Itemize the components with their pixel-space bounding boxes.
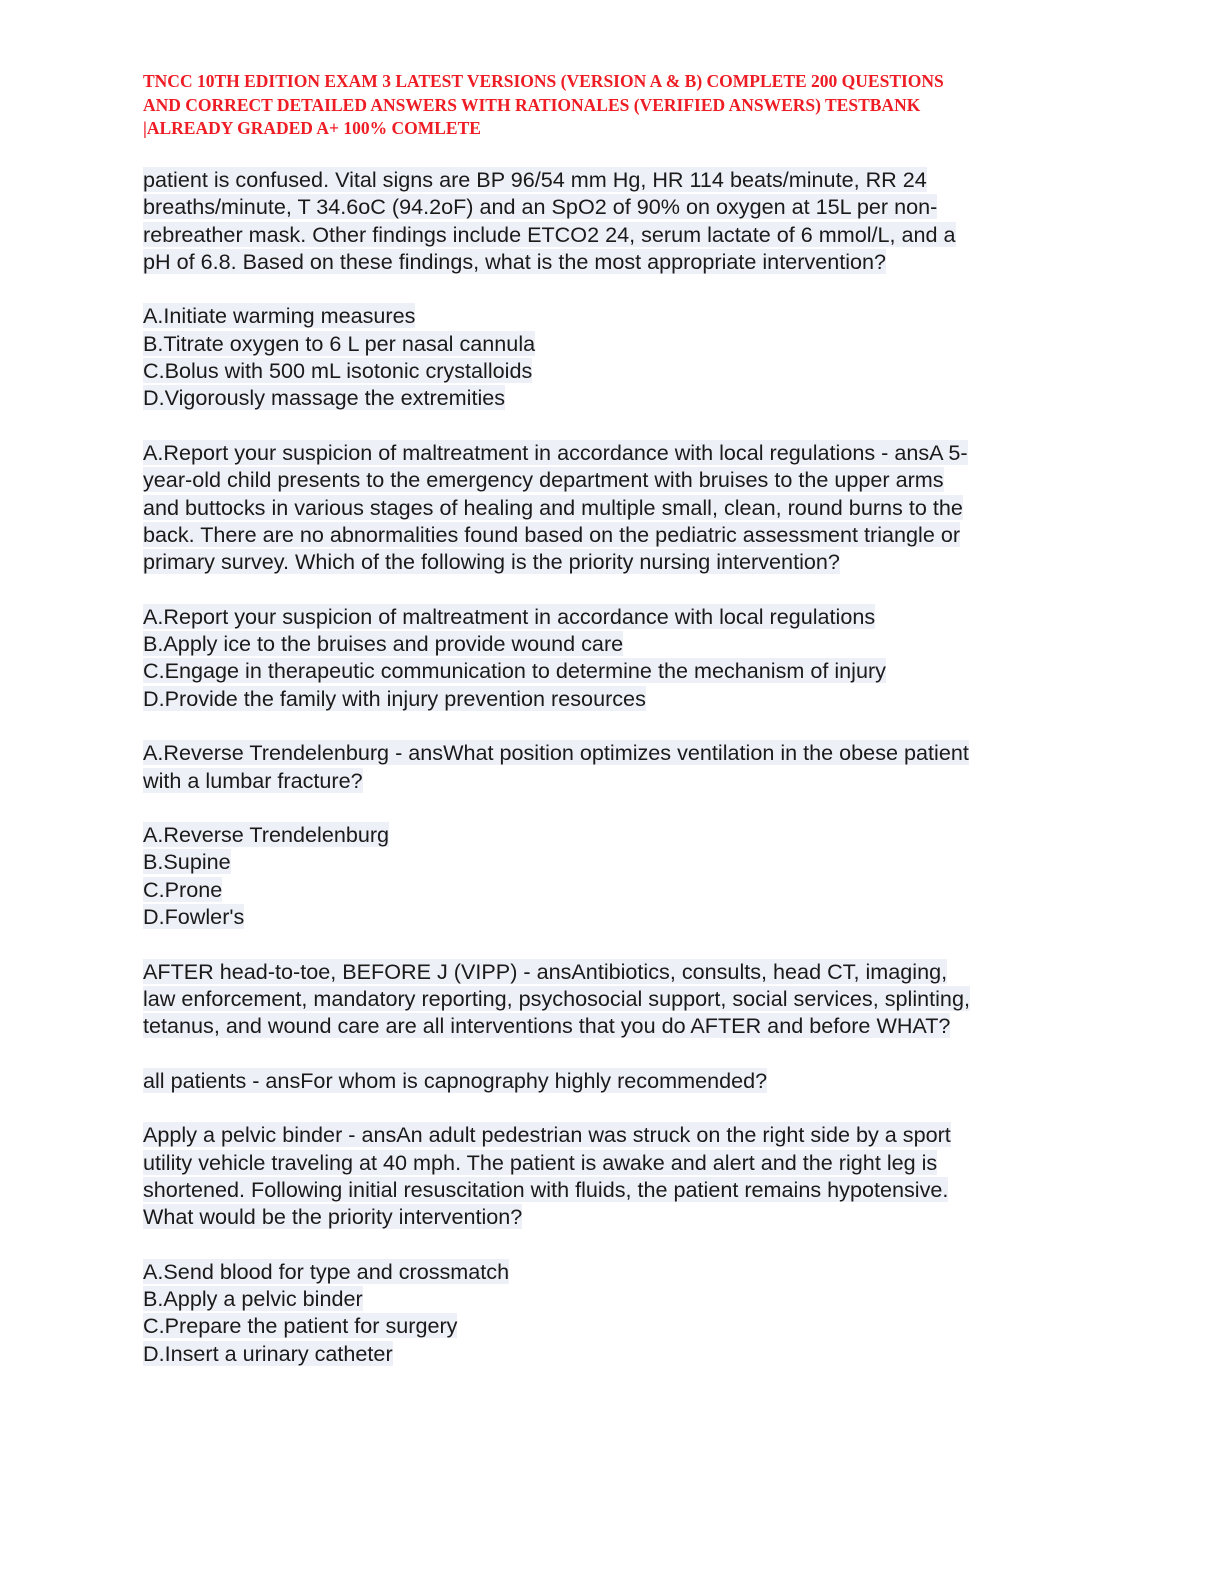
text-line: pH of 6.8. Based on these findings, what is the most appropriate intervention? xyxy=(143,248,887,274)
text-line: What would be the priority intervention? xyxy=(143,1204,523,1230)
text-line: Apply a pelvic binder - ansAn adult pedestrian was struck on the right side by a sport xyxy=(143,1122,951,1148)
document-title xyxy=(143,70,1083,141)
answer-options xyxy=(143,302,1103,411)
text-line: tetanus, and wound care are all interventions that you do AFTER and before WHAT? xyxy=(143,1013,951,1039)
option-a: A.Reverse Trendelenburg xyxy=(143,822,390,848)
question-paragraph xyxy=(143,739,1103,794)
option-d: D.Fowler's xyxy=(143,904,245,930)
option-d: D.Provide the family with injury prevention resources xyxy=(143,685,646,711)
option-d: D.Insert a urinary catheter xyxy=(143,1340,393,1366)
text-line: year-old child presents to the emergency department with bruises to the upper arms xyxy=(143,467,944,493)
option-c: C.Engage in therapeutic communication to determine the mechanism of injury xyxy=(143,658,886,684)
title-line: |ALREADY GRADED A+ 100% COMLETE xyxy=(143,118,481,138)
text-line: law enforcement, mandatory reporting, psychosocial support, social services, splinting, xyxy=(143,985,970,1011)
answer-options xyxy=(143,603,1103,712)
text-line: all patients - ansFor whom is capnography highly recommended? xyxy=(143,1067,768,1093)
text-line: back. There are no abnormalities found based on the pediatric assessment triangle or xyxy=(143,521,961,547)
text-line: A.Report your suspicion of maltreatment in accordance with local regulations - ansA 5- xyxy=(143,439,968,465)
option-d: D.Vigorously massage the extremities xyxy=(143,385,506,411)
option-a: A.Initiate warming measures xyxy=(143,303,416,329)
option-a: A.Send blood for type and crossmatch xyxy=(143,1258,510,1284)
option-c: C.Bolus with 500 mL isotonic crystalloids xyxy=(143,358,533,384)
option-c: C.Prone xyxy=(143,876,223,902)
text-line: AFTER head-to-toe, BEFORE J (VIPP) - ansAntibiotics, consults, head CT, imaging, xyxy=(143,958,948,984)
text-line: rebreather mask. Other findings include ETCO2 24, serum lactate of 6 mmol/L, and a xyxy=(143,221,956,247)
text-line: primary survey. Which of the following is the priority nursing intervention? xyxy=(143,549,840,575)
answer-options xyxy=(143,1258,1103,1367)
text-line: A.Reverse Trendelenburg - ansWhat position optimizes ventilation in the obese patient xyxy=(143,740,969,766)
option-a: A.Report your suspicion of maltreatment in accordance with local regulations xyxy=(143,603,876,629)
text-line: utility vehicle traveling at 40 mph. The patient is awake and alert and the right leg is xyxy=(143,1149,938,1175)
option-b: B.Supine xyxy=(143,849,231,875)
text-line: shortened. Following initial resuscitation with fluids, the patient remains hypotensive. xyxy=(143,1176,949,1202)
text-line: with a lumbar fracture? xyxy=(143,767,363,793)
document-body xyxy=(143,166,1103,1367)
text-line: patient is confused. Vital signs are BP 96/54 mm Hg, HR 114 beats/minute, RR 24 xyxy=(143,167,927,192)
option-b: B.Apply ice to the bruises and provide wound care xyxy=(143,631,624,657)
option-b: B.Apply a pelvic binder xyxy=(143,1286,363,1312)
question-paragraph xyxy=(143,1121,1103,1230)
question-stem-paragraph xyxy=(143,166,1103,275)
answer-options xyxy=(143,821,1103,930)
title-line: AND CORRECT DETAILED ANSWERS WITH RATIONALES (VERIFIED ANSWERS) TESTBANK xyxy=(143,94,921,115)
text-line: breaths/minute, T 34.6oC (94.2oF) and an SpO2 of 90% on oxygen at 15L per non- xyxy=(143,194,938,220)
title-line: TNCC 10TH EDITION EXAM 3 LATEST VERSIONS (VERSION A & B) COMPLETE 200 QUESTIONS xyxy=(143,71,944,91)
text-line: and buttocks in various stages of healing and multiple small, clean, round burns to the xyxy=(143,494,963,520)
option-b: B.Titrate oxygen to 6 L per nasal cannula xyxy=(143,330,536,356)
question-paragraph xyxy=(143,439,1103,575)
question-paragraph xyxy=(143,1067,1103,1094)
option-c: C.Prepare the patient for surgery xyxy=(143,1313,458,1339)
question-paragraph xyxy=(143,958,1103,1040)
